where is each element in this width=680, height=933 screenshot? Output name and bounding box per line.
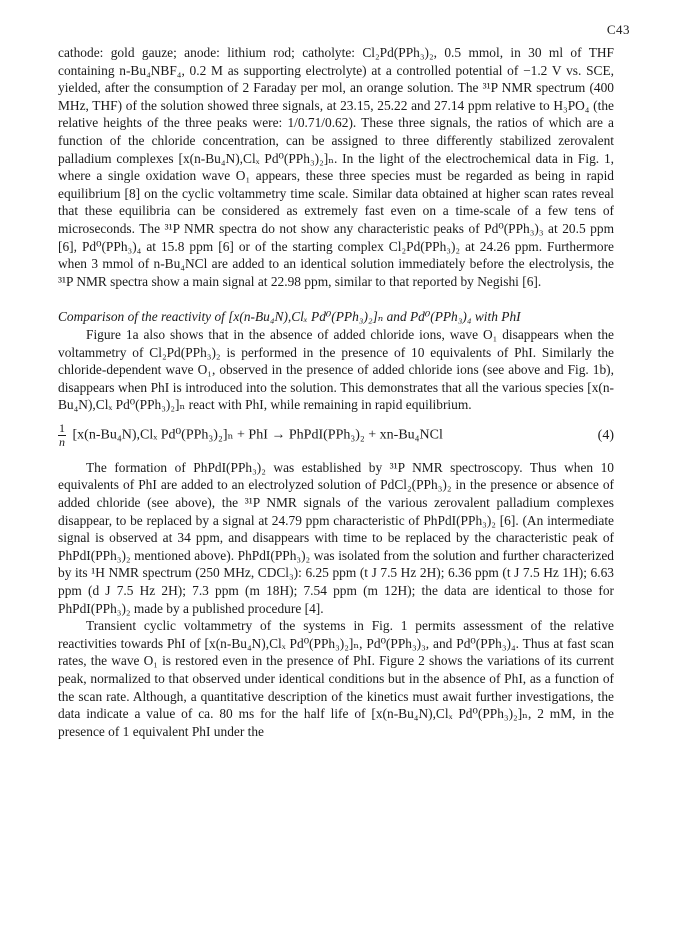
body-paragraph-2: Figure 1a also shows that in the absence of added chloride ions, wave O₁ disappears when the voltammetry of Cl₂Pd(PPh₃)₂ is performed in the presence of 10 equivalents of PhI. Similarly the chloride-dependent wave O₁, observed in the presence of added chloride ions (see above and Fig. 1b), disappears when PhI is introduced into the solution. This demonstrates that all the various species [x(n-Bu₄N),Clₓ Pd⁰(PPh₃)₂]ₙ react with PhI, while remaining in rapid equilibrium.: [58, 326, 614, 413]
body-paragraph-3: The formation of PhPdI(PPh₃)₂ was established by ³¹P NMR spectroscopy. Thus when 10 equivalents of PhI are added to an electrolyzed solution of PdCl₂(PPh₃)₂ in the presence or absence of added chloride (see above), the ³¹P NMR signals of the various zerovalent palladium complexes disappear, to be replaced by a signal at 24.79 ppm characteristic of PhPdI(PPh₃)₂ [6]. (An intermediate signal is observed at 34 ppm, and disappears with time to be replaced by the characteristic peak of PhPdI(PPh₃)₂ mentioned above). PhPdI(PPh₃)₂ was isolated from the solution and further characterized by its ¹H NMR spectrum (250 MHz, CDCl₃): 6.25 ppm (t J 7.5 Hz 2H); 6.36 ppm (t J 7.5 Hz 1H); 6.63 ppm (d J 7.5 Hz 2H); 7.3 ppm (m 18H); 7.54 ppm (m 12H); the data are identical to those for PhPdI(PPh₃)₂ made by a published procedure [4].: [58, 459, 614, 616]
equation-fraction: [58, 422, 66, 449]
equation-expression: [x(n-Bu₄N),Clₓ Pd⁰(PPh₃)₂]ₙ + PhI → PhPdI(PPh₃)₂ + xn-Bu₄NCl: [72, 427, 443, 443]
page-number: C43: [606, 22, 630, 37]
section-heading: Comparison of the reactivity of [x(n-Bu₄N),Clₓ Pd⁰(PPh₃)₂]ₙ and Pd⁰(PPh₃)₄ with PhI: [58, 309, 521, 325]
equation-number: (4): [597, 427, 614, 443]
fraction-denominator: n: [59, 434, 65, 449]
equation-4: [58, 422, 614, 449]
article-body: [58, 44, 614, 740]
equation-body: [58, 422, 584, 449]
fraction-numerator: 1: [59, 420, 65, 435]
body-paragraph-1: cathode: gold gauze; anode: lithium rod; catholyte: Cl₂Pd(PPh₃)₂, 0.5 mmol, in 30 ml of THF containing n-Bu₄NBF₄, 0.2 M as supporting electrolyte) at a controlled potential of −1.2 V vs. SCE, yielded, after the consumption of 2 Faraday per mol, an orange solution. The ³¹P NMR spectrum (400 MHz, THF) of the solution showed three signals, at 23.15, 25.22 and 27.14 ppm relative to H₃PO₄ (the relative heights of the three peaks were: 1/0.71/0.62). These three signals, the ratios of which are a function of the chloride concentration, can be assigned to three differently stabilized zerovalent palladium complexes [x(n-Bu₄N),Clₓ Pd⁰(PPh₃)₂]ₙ. In the light of the electrochemical data in Fig. 1, where a single oxidation wave O₁ appears, these three species must be regarded as being in rapid equilibrium [8] on the cyclic voltammetry time scale. Similar data obtained at higher scan rates reveal that these equilibria can be considered as extremely fast even on a time-scale of a few tens of microseconds. The ³¹P NMR spectra do not show any characteristic peaks of Pd⁰(PPh₃)₃ at 20.5 ppm [6], Pd⁰(PPh₃)₄ at 15.8 ppm [6] or of the starting complex Cl₂Pd(PPh₃)₂ at 24.26 ppm. Furthermore when 3 mmol of n-Bu₄NCl are added to an identical solution immediately before the electrolysis, the ³¹P NMR spectra show a main signal at 22.98 ppm, similar to that reported by Negishi [6].: [58, 45, 614, 289]
body-paragraph-4: Transient cyclic voltammetry of the systems in Fig. 1 permits assessment of the relative reactivities towards PhI of [x(n-Bu₄N),Clₓ Pd⁰(PPh₃)₂]ₙ, Pd⁰(PPh₃)₃, and Pd⁰(PPh₃)₄. Thus at fast scan rates, the wave O₁ is restored even in the presence of PhI. Figure 2 shows the variations of its current peak, normalized to that observed under identical conditions but in the absence of PhI, as a function of the scan rate. Although, a quantitative description of the kinetics must await further investigations, the data indicate a value of ca. 80 ms for the half life of [x(n-Bu₄N),Clₓ Pd⁰(PPh₃)₂]ₙ, 2 mM, in the presence of 1 equivalent PhI under the: [58, 618, 614, 739]
